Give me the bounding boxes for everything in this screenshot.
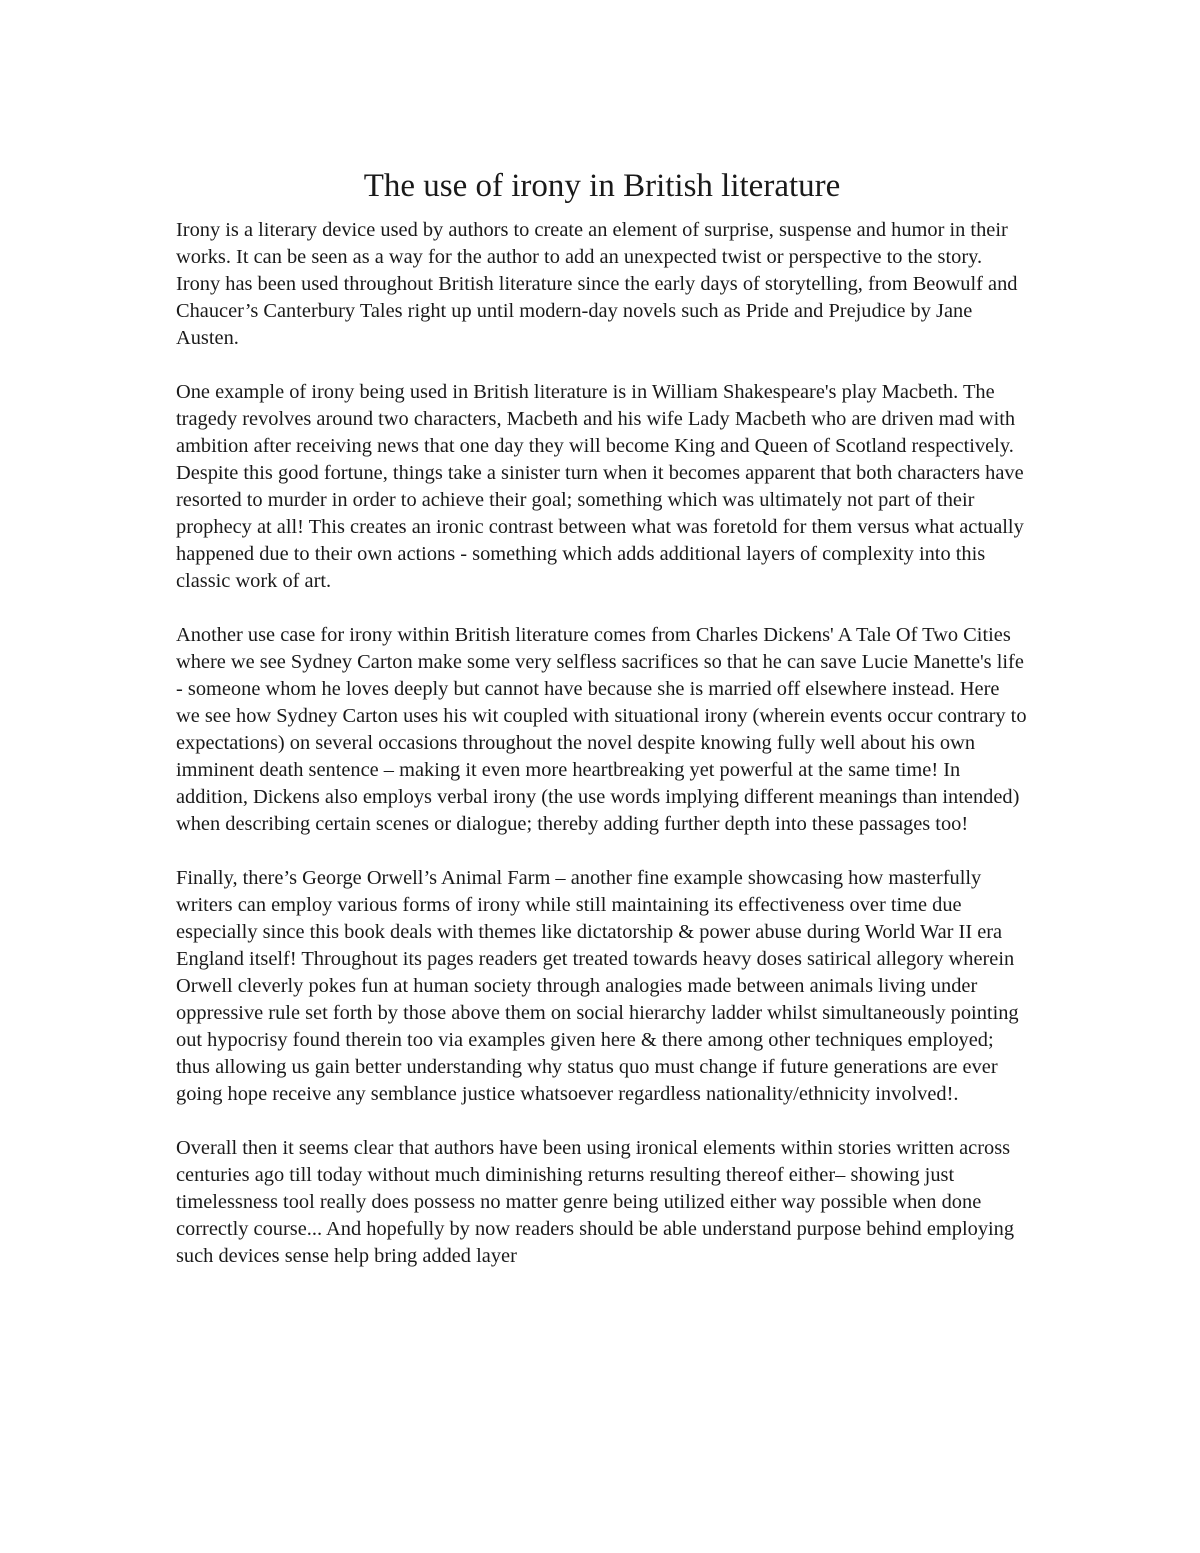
document-title: The use of irony in British literature <box>363 168 841 204</box>
paragraph-macbeth: One example of irony being used in British literature is in William Shakespeare's play Macbeth. The tragedy revolves around two characters, Macbeth and his wife Lady Macbeth who are driven mad with ambition after receiving news that one day they will become King and Queen of Scotland respectively. Despite this good fortune, things take a sinister turn when it becomes apparent that both characters have resorted to murder in order to achieve their goal; something which was ultimately not part of their prophecy at all! This creates an ironic contrast between what was foretold for them versus what actually happened due to their own actions - something which adds additional layers of complexity into this classic work of art. <box>176 381 1024 592</box>
paragraph-conclusion: Overall then it seems clear that authors have been using ironical elements within stories written across centuries ago till today without much diminishing returns resulting thereof either– showing just timelessness tool really does possess no matter genre being utilized either way possible when done correctly course... And hopefully by now readers should be able understand purpose behind employing such devices sense help bring added layer <box>176 1137 1015 1267</box>
paragraph-intro: Irony is a literary device used by authors to create an element of surprise, suspense and humor in their works. It can be seen as a way for the author to add an unexpected twist or perspective to the story. Irony has been used throughout British literature since the early days of storytelling, from Beowulf and Chaucer’s Canterbury Tales right up until modern-day novels such as Pride and Prejudice by Jane Austen. <box>176 219 1018 349</box>
document-body <box>176 166 1028 1297</box>
paragraph-dickens: Another use case for irony within British literature comes from Charles Dickens' A Tale Of Two Cities where we see Sydney Carton make some very selfless sacrifices so that he can save Lucie Manette's life - someone whom he loves deeply but cannot have because she is married off elsewhere instead. Here we see how Sydney Carton uses his wit coupled with situational irony (wherein events occur contrary to expectations) on several occasions throughout the novel despite knowing fully well about his own imminent death sentence – making it even more heartbreaking yet powerful at the same time! In addition, Dickens also employs verbal irony (the use words implying different meanings than intended) when describing certain scenes or dialogue; thereby adding further depth into these passages too! <box>176 624 1027 835</box>
paragraph-orwell: Finally, there’s George Orwell’s Animal Farm – another fine example showcasing how masterfully writers can employ various forms of irony while still maintaining its effectiveness over time due especially since this book deals with themes like dictatorship & power abuse during World War II era England itself! Throughout its pages readers get treated towards heavy doses satirical allegory wherein Orwell cleverly pokes fun at human society through analogies made between animals living under oppressive rule set forth by those above them on social hierarchy ladder whilst simultaneously pointing out hypocrisy found therein too via examples given here & there among other techniques employed; thus allowing us gain better understanding why status quo must change if future generations are ever going hope receive any semblance justice whatsoever regardless nationality/ethnicity involved!. <box>176 867 1019 1105</box>
